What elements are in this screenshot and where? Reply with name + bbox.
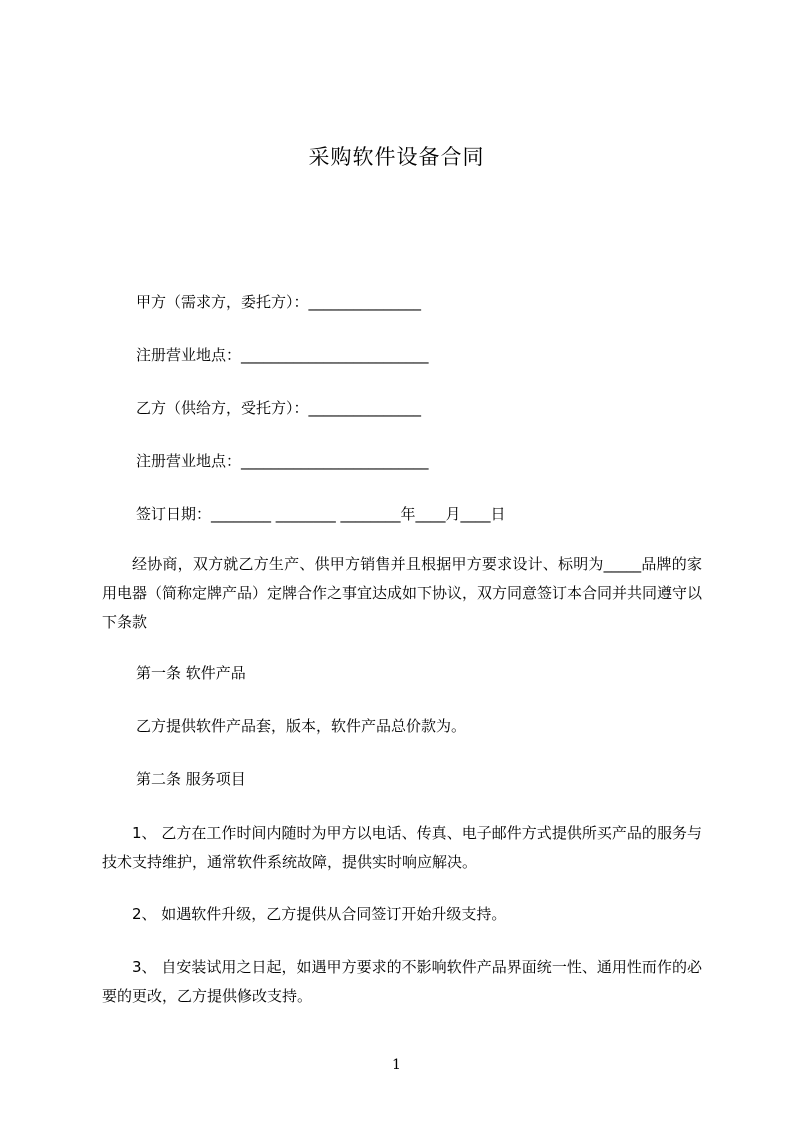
article-2-item-1: 1、 乙方在工作时间内随时为甲方以电话、传真、电子邮件方式提供所买产品的服务与技术支持维护，通常软件系统故障，提供实时响应解决。 <box>102 824 702 871</box>
sign-date-line: 签订日期：________ ________ ________年____月____日 <box>136 505 506 523</box>
party-a-line: 甲方（需求方，委托方）：_______________ <box>136 293 422 311</box>
article-1-body: 乙方提供软件产品套，版本，软件产品总价款为。 <box>136 717 467 735</box>
party-b-address-line: 注册营业地点：_________________________ <box>136 452 429 470</box>
article-1-heading: 第一条 软件产品 <box>136 664 246 682</box>
article-2-item-2: 2、 如遇软件升级，乙方提供从合同签订开始升级支持。 <box>132 905 507 923</box>
intro-paragraph: 经协商，双方就乙方生产、供甲方销售并且根据甲方要求设计、标明为_____品牌的家用电器（简称定牌产品）定牌合作之事宜达成如下协议，双方同意签订本合同并共同遵守以下条款 <box>102 555 703 631</box>
document-title: 采购软件设备合同 <box>308 145 485 169</box>
article-2-item-3: 3、 自安装试用之日起，如遇甲方要求的不影响软件产品界面统一性、通用性而作的必要的更改，乙方提供修改支持。 <box>102 958 702 1005</box>
page-number: 1 <box>392 1057 401 1073</box>
party-a-address-line: 注册营业地点：_________________________ <box>136 346 429 364</box>
party-b-line: 乙方（供给方，受托方）：_______________ <box>136 399 422 417</box>
article-2-heading: 第二条 服务项目 <box>136 770 246 788</box>
